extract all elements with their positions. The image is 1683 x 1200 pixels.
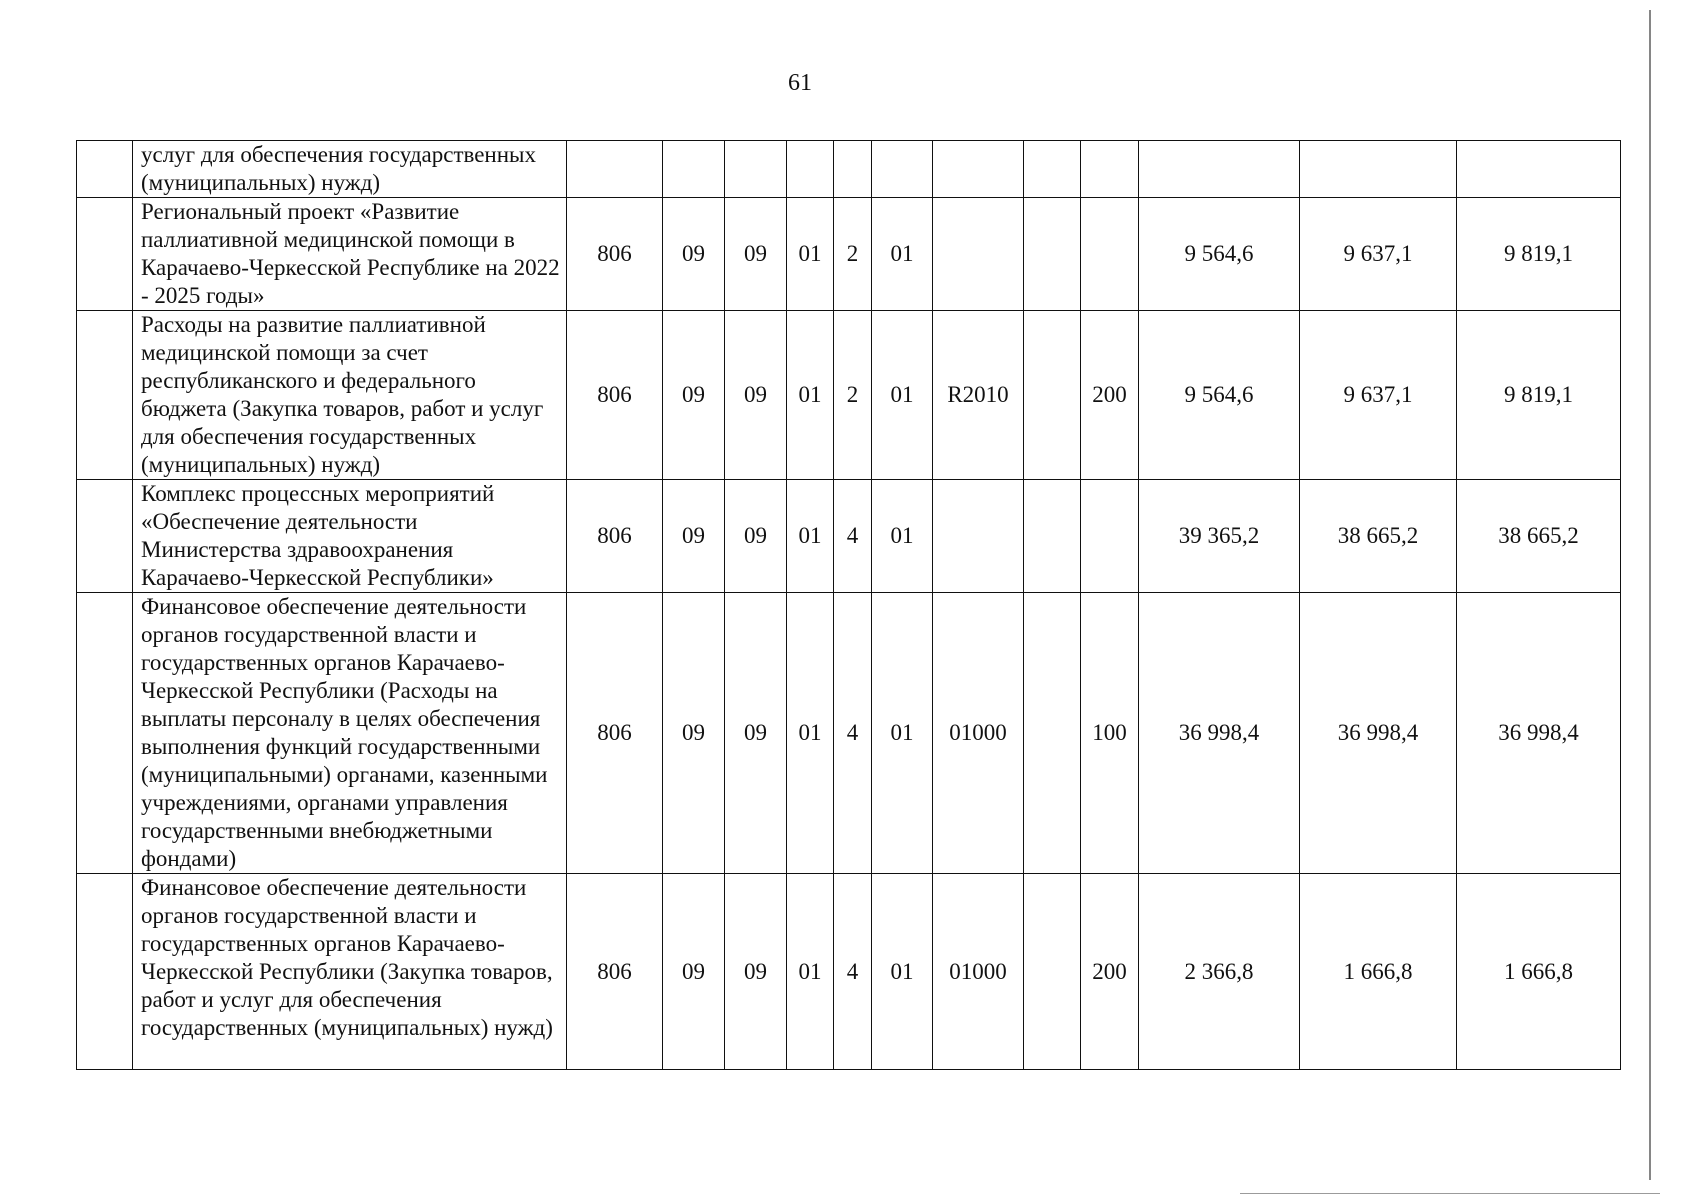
subsection-code-cell: 09 (725, 593, 787, 874)
amount-year-1-cell: 2 366,8 (1139, 874, 1300, 1070)
scan-bottom-line (1240, 1193, 1660, 1194)
subprogram-code-cell: 2 (834, 198, 872, 311)
subsection-code-cell: 09 (725, 311, 787, 480)
description-cell: Финансовое обеспечение деятельности органов государственной власти и государственных органов Карачаево-Черкесской Республики (Закупка товаров, работ и услуг для обеспечения государственных (муниципальных) нужд) (133, 874, 567, 1070)
extra-code-cell (1024, 141, 1081, 198)
amount-year-2-cell: 36 998,4 (1300, 593, 1457, 874)
amount-year-2-cell: 9 637,1 (1300, 198, 1457, 311)
extra-code-cell (1024, 874, 1081, 1070)
extra-code-cell (1024, 480, 1081, 593)
table-row (77, 198, 1621, 311)
amount-year-3-cell (1457, 141, 1621, 198)
description-cell: Расходы на развитие паллиативной медицинской помощи за счет республиканского и федерального бюджета (Закупка товаров, работ и услуг для обеспечения государственных (муниципальных) нужд) (133, 311, 567, 480)
amount-year-1-cell: 9 564,6 (1139, 198, 1300, 311)
ministry-code-cell: 806 (567, 480, 663, 593)
subprogram-code-cell (834, 141, 872, 198)
ministry-code-cell: 806 (567, 311, 663, 480)
section-code-cell (663, 141, 725, 198)
expense-type-cell (1081, 141, 1139, 198)
ministry-code-cell (567, 141, 663, 198)
direction-code-cell: 01000 (933, 593, 1024, 874)
ministry-code-cell: 806 (567, 593, 663, 874)
section-code-cell: 09 (663, 874, 725, 1070)
budget-table (76, 140, 1621, 1070)
amount-year-3-cell: 38 665,2 (1457, 480, 1621, 593)
direction-code-cell (933, 480, 1024, 593)
direction-code-cell: 01000 (933, 874, 1024, 1070)
ministry-code-cell: 806 (567, 198, 663, 311)
amount-year-1-cell: 36 998,4 (1139, 593, 1300, 874)
description-cell: услуг для обеспечения государственных (муниципальных) нужд) (133, 141, 567, 198)
expense-type-cell: 200 (1081, 874, 1139, 1070)
expense-type-cell (1081, 198, 1139, 311)
project-code-cell: 01 (872, 480, 933, 593)
expense-type-cell: 200 (1081, 311, 1139, 480)
row-number-cell (77, 198, 133, 311)
amount-year-3-cell: 36 998,4 (1457, 593, 1621, 874)
table-row (77, 141, 1621, 198)
program-code-cell: 01 (787, 480, 834, 593)
program-code-cell: 01 (787, 874, 834, 1070)
table-row (77, 311, 1621, 480)
table-row (77, 593, 1621, 874)
amount-year-1-cell: 39 365,2 (1139, 480, 1300, 593)
description-cell: Комплекс процессных мероприятий «Обеспечение деятельности Министерства здравоохранения Карачаево-Черкесской Республики» (133, 480, 567, 593)
section-code-cell: 09 (663, 480, 725, 593)
amount-year-2-cell: 1 666,8 (1300, 874, 1457, 1070)
program-code-cell: 01 (787, 198, 834, 311)
page-number: 61 (788, 70, 812, 96)
row-number-cell (77, 480, 133, 593)
project-code-cell: 01 (872, 593, 933, 874)
extra-code-cell (1024, 311, 1081, 480)
amount-year-2-cell: 9 637,1 (1300, 311, 1457, 480)
amount-year-1-cell (1139, 141, 1300, 198)
direction-code-cell (933, 198, 1024, 311)
description-cell: Финансовое обеспечение деятельности органов государственной власти и государственных органов Карачаево-Черкесской Республики (Расходы на выплаты персоналу в целях обеспечения выполнения функций государственными (муниципальными) органами, казенными учреждениями, органами управления государственными внебюджетными фондами) (133, 593, 567, 874)
row-number-cell (77, 593, 133, 874)
extra-code-cell (1024, 198, 1081, 311)
project-code-cell: 01 (872, 874, 933, 1070)
amount-year-3-cell: 9 819,1 (1457, 198, 1621, 311)
project-code-cell (872, 141, 933, 198)
subprogram-code-cell: 4 (834, 874, 872, 1070)
amount-year-2-cell (1300, 141, 1457, 198)
program-code-cell: 01 (787, 593, 834, 874)
section-code-cell: 09 (663, 311, 725, 480)
project-code-cell: 01 (872, 311, 933, 480)
subprogram-code-cell: 4 (834, 593, 872, 874)
row-number-cell (77, 141, 133, 198)
subsection-code-cell: 09 (725, 874, 787, 1070)
section-code-cell: 09 (663, 593, 725, 874)
row-number-cell (77, 874, 133, 1070)
table-row (77, 480, 1621, 593)
program-code-cell: 01 (787, 311, 834, 480)
amount-year-3-cell: 1 666,8 (1457, 874, 1621, 1070)
subprogram-code-cell: 2 (834, 311, 872, 480)
scan-edge-line (1649, 10, 1651, 1180)
extra-code-cell (1024, 593, 1081, 874)
amount-year-3-cell: 9 819,1 (1457, 311, 1621, 480)
row-number-cell (77, 311, 133, 480)
subsection-code-cell (725, 141, 787, 198)
amount-year-1-cell: 9 564,6 (1139, 311, 1300, 480)
direction-code-cell (933, 141, 1024, 198)
expense-type-cell: 100 (1081, 593, 1139, 874)
table-row (77, 874, 1621, 1070)
ministry-code-cell: 806 (567, 874, 663, 1070)
subsection-code-cell: 09 (725, 198, 787, 311)
direction-code-cell: R2010 (933, 311, 1024, 480)
subprogram-code-cell: 4 (834, 480, 872, 593)
amount-year-2-cell: 38 665,2 (1300, 480, 1457, 593)
subsection-code-cell: 09 (725, 480, 787, 593)
expense-type-cell (1081, 480, 1139, 593)
project-code-cell: 01 (872, 198, 933, 311)
description-cell: Региональный проект «Развитие паллиативной медицинской помощи в Карачаево-Черкесской Республике на 2022 - 2025 годы» (133, 198, 567, 311)
program-code-cell (787, 141, 834, 198)
section-code-cell: 09 (663, 198, 725, 311)
